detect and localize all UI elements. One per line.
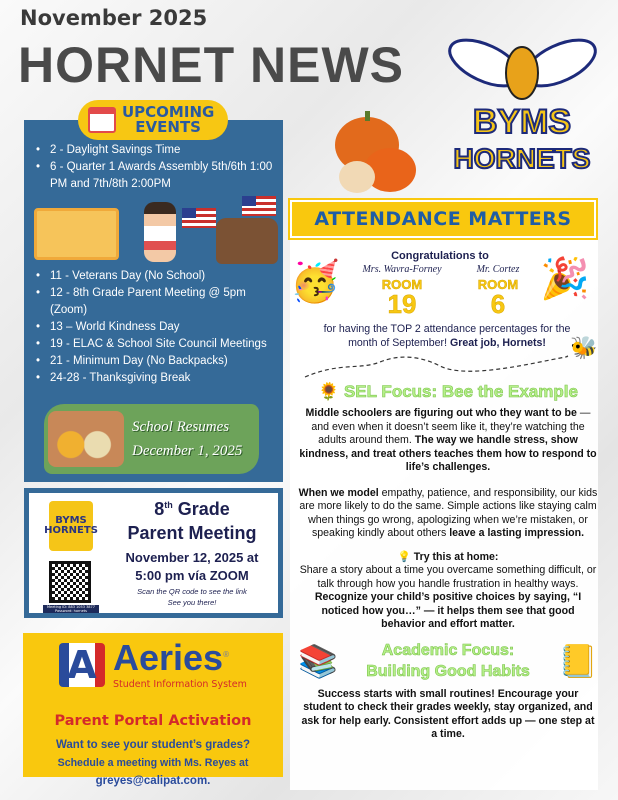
academic-heading: Academic Focus: Building Good Habits bbox=[366, 641, 530, 680]
sel-paragraph-2: When we model empathy, patience, and responsibility, our kids are more likely to do the same. Simple actions like staying calm when things go wrong, apologizing when we’re mistaken, or speaking kindly about others leave a lasting impression. bbox=[298, 486, 598, 539]
event-item: • 12 - 8th Grade Parent Meeting @ 5pm (Zoom) bbox=[36, 285, 277, 319]
resume-text: School Resumes bbox=[132, 419, 230, 435]
heading-line: UPCOMING bbox=[122, 103, 215, 121]
aeries-box bbox=[23, 633, 283, 787]
lightbulb-icon: 💡 bbox=[397, 550, 411, 563]
school-resumes-banner bbox=[44, 404, 259, 474]
svg-text:BYMS: BYMS bbox=[472, 103, 572, 141]
meeting-note: Scan the QR code to see the link bbox=[137, 587, 247, 596]
room-number: 6 bbox=[490, 289, 506, 319]
sunflower-icon: 🌻 bbox=[318, 382, 340, 401]
byms-hornets-logo bbox=[445, 28, 600, 178]
attendance-banner: ATTENDANCE MATTERS bbox=[290, 200, 596, 238]
flag-icon bbox=[182, 208, 216, 228]
bee-flight-path bbox=[300, 352, 570, 380]
certificate-image bbox=[34, 208, 119, 260]
heading-line: EVENTS bbox=[135, 118, 201, 136]
meeting-grade: 8th Grade bbox=[154, 499, 230, 519]
try-at-home-text: Share a story about a time you overcame something difficult, or talk through how you handle frustration in healthy ways. Recognize your child’s positive choices by saying, “I noticed how you…” — it helps them see that good behavior and effort matter. bbox=[299, 564, 597, 630]
upcoming-events-heading bbox=[78, 100, 228, 140]
meeting-note: See you there! bbox=[167, 598, 217, 607]
bee-icon: 🐝 bbox=[570, 336, 598, 361]
sel-paragraph-1: Middle schoolers are figuring out who they want to be — and even when it doesn’t seem like it, they’re watching the adults around them. The way we handle stress, show kindness, and treat others teaches them how to respond to life’s challenges. bbox=[299, 407, 597, 473]
academic-text: Success starts with small routines! Encourage your student to check their grades weekly, stay organized, and ask for help early. Consistent effort adds up — one step at a time. bbox=[301, 687, 595, 740]
academic-heading-row bbox=[298, 640, 598, 682]
qr-code[interactable] bbox=[49, 561, 91, 603]
portal-instruction: Schedule a meeting with Ms. Reyes at bbox=[57, 757, 249, 769]
boots-poppies-image bbox=[216, 218, 278, 264]
room-label: ROOM bbox=[477, 277, 519, 292]
congrats-text: Congratulations to bbox=[391, 250, 489, 262]
aeries-logo-icon: A bbox=[59, 643, 105, 687]
byms-logo: BYMS HORNETS bbox=[49, 501, 93, 551]
events-list-bottom bbox=[24, 268, 283, 387]
teacher-name: Mr. Cortez bbox=[476, 264, 520, 275]
flag-icon bbox=[242, 196, 276, 216]
event-item: • 24-28 - Thanksgiving Break bbox=[36, 370, 277, 387]
meeting-date: November 12, 2025 at bbox=[125, 550, 259, 565]
issue-month: November 2025 bbox=[20, 6, 208, 30]
party-popper-icon: 🎉 bbox=[540, 256, 590, 302]
sel-heading: 🌻 SEL Focus: Bee the Example bbox=[318, 382, 578, 401]
event-item: • 6 - Quarter 1 Awards Assembly 5th/6th 1:00 PM and 7th/8th 2:00PM bbox=[36, 159, 277, 193]
sel-academic-section bbox=[298, 382, 598, 742]
portal-email[interactable]: greyes@calipat.com. bbox=[95, 775, 211, 787]
calendar-icon bbox=[88, 107, 116, 133]
globe-books-icon: 📚 bbox=[298, 642, 338, 679]
event-item: • 13 – World Kindness Day bbox=[36, 319, 277, 336]
attendance-text: for having the TOP 2 attendance percentages for the month of September! Great job, Hornets! bbox=[323, 323, 571, 349]
qr-caption: Meeting ID: 883 1053 3877 Password: hornets bbox=[43, 605, 99, 613]
aeries-name: Aeries® bbox=[113, 637, 229, 678]
room-number: 19 bbox=[387, 289, 417, 319]
pumpkins-image bbox=[325, 95, 420, 200]
books-icon: 📒 bbox=[558, 642, 598, 679]
events-list-top bbox=[24, 142, 283, 193]
teacher-name: Mrs. Wavra-Forney bbox=[362, 264, 442, 275]
meeting-time: 5:00 pm vía ZOOM bbox=[135, 568, 249, 583]
event-item: • 21 - Minimum Day (No Backpacks) bbox=[36, 353, 277, 370]
try-at-home-heading: 💡 Try this at home: bbox=[397, 550, 499, 563]
pumpkin-truck-image bbox=[48, 411, 124, 467]
party-face-icon: 🥳 bbox=[290, 259, 340, 305]
portal-question: Want to see your student’s grades? bbox=[55, 739, 251, 751]
events-illustration bbox=[34, 200, 279, 264]
meeting-title: Parent Meeting bbox=[127, 523, 257, 543]
event-item: • 2 - Daylight Savings Time bbox=[36, 142, 277, 159]
newsletter-title: HORNET NEWS bbox=[18, 37, 404, 93]
room-label: ROOM bbox=[381, 277, 423, 292]
student-image bbox=[144, 202, 176, 262]
resume-date: December 1, 2025 bbox=[132, 443, 243, 459]
event-item: • 11 - Veterans Day (No School) bbox=[36, 268, 277, 285]
svg-text:HORNETS: HORNETS bbox=[453, 143, 591, 174]
event-item: • 19 - ELAC & School Site Council Meetings bbox=[36, 336, 277, 353]
aeries-subtitle: Student Information System bbox=[113, 679, 247, 690]
portal-heading: Parent Portal Activation bbox=[54, 713, 252, 729]
parent-meeting-card bbox=[24, 488, 283, 618]
